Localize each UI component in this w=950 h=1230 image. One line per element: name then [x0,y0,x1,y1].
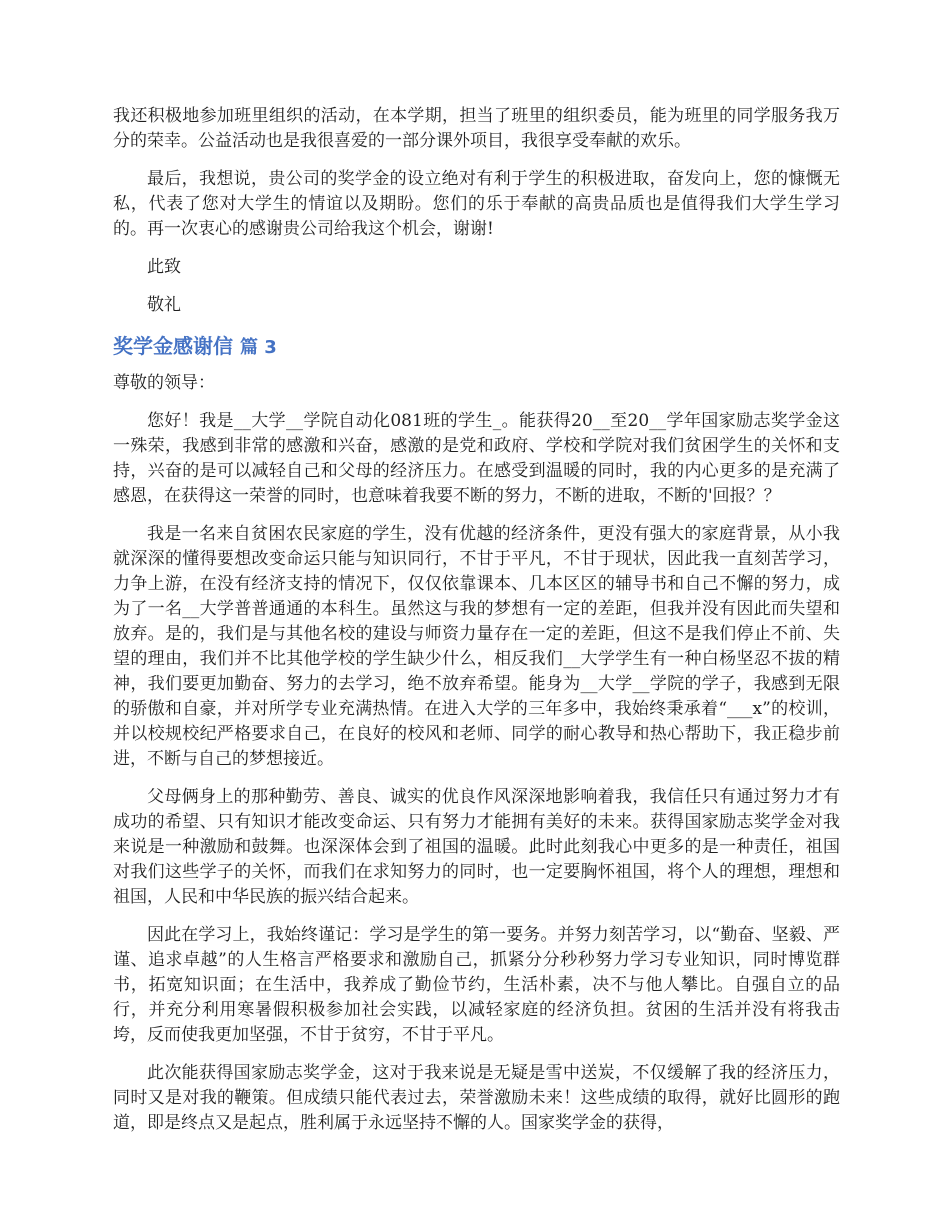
section-heading [113,331,840,363]
closing-jingli: 敬礼 [147,295,181,315]
body-paragraph: 我是一名来自贫困农民家庭的学生，没有优越的经济条件，更没有强大的家庭背景，从小我就深深的懂得要想改变命运只能与知识同行，不甘于平凡，不甘于现状，因此我一直刻苦学习，力争上游，在没有经济支持的情况下，仅仅依靠课本、几本区区的辅导书和自己不懈的努力，成为了一名__大学普普通通的本科生。虽然这与我的梦想有一定的差距，但我并没有因此而失望和放弃。是的，我们是与其他名校的建设与师资力量存在一定的差距，但这不是我们停止不前、失望的理由，我们并不比其他学校的学生缺少什么，相反我们__大学学生有一种白杨坚忍不拔的精神，我们要更加勤奋、努力的去学习，绝不放弃希望。能身为__大学__学院的学子，我感到无限的骄傲和自豪，并对所学专业充满热情。在进入大学的三年多中，我始终秉承着“___x”的校训，并以校规校纪严格要求自己，在良好的校风和老师、同学的耐心教导和热心帮助下，我正稳步前进，不断与自己的梦想接近。 [113,524,840,769]
section-number: 篇 3 [239,337,277,358]
salutation: 尊敬的领导： [113,373,215,393]
body-paragraph: 此次能获得国家励志奖学金，这对于我来说是无疑是雪中送炭，不仅缓解了我的经济压力，同时又是对我的鞭策。但成绩只能代表过去，荣誉激励未来！这些成绩的取得，就好比圆形的跑道，即是终点又是起点，胜利属于永远坚持不懈的人。国家奖学金的获得， [113,1063,840,1133]
paragraph-final-thanks: 最后，我想说，贵公司的奖学金的设立绝对有利于学生的积极进取，奋发向上，您的慷慨无私，代表了您对大学生的情谊以及期盼。您们的乐于奉献的高贵品质也是值得我们大学生学习的。再一次衷心的感谢贵公司给我这个机会，谢谢! [113,169,840,239]
body-paragraph: 父母俩身上的那种勤劳、善良、诚实的优良作风深深地影响着我，我信任只有通过努力才有成功的希望、只有知识才能改变命运、只有努力才能拥有美好的未来。获得国家励志奖学金对我来说是一种激励和鼓舞。也深深体会到了祖国的温暖。此时此刻我心中更多的是一种责任，祖国对我们这些学子的关怀，而我们在求知努力的同时，也一定要胸怀祖国，将个人的理想，理想和祖国，人民和中华民族的振兴结合起来。 [113,787,840,907]
document-page [113,104,840,1149]
section-title: 奖学金感谢信 [113,334,233,358]
closing-cizhi: 此致 [147,257,181,277]
paragraph-activities: 我还积极地参加班里组织的活动，在本学期，担当了班里的组织委员，能为班里的同学服务我万分的荣幸。公益活动也是我很喜爱的一部分课外项目，我很享受奉献的欢乐。 [113,106,840,151]
body-paragraph: 因此在学习上，我始终谨记：学习是学生的第一要务。并努力刻苦学习，以“勤奋、坚毅、严谨、追求卓越”的人生格言严格要求和激励自己，抓紧分分秒秒努力学习专业知识，同时博览群书，拓宽知识面；在生活中，我养成了勤俭节约，生活朴素，决不与他人攀比。自强自立的品行，并充分利用寒暑假积极参加社会实践，以减轻家庭的经济负担。贫困的生活并没有将我击垮，反而使我更加坚强，不甘于贫穷，不甘于平凡。 [113,925,840,1045]
body-paragraph: 您好！我是__大学__学院自动化081班的学生_。能获得20__至20__学年国家励志奖学金这一殊荣，我感到非常的感激和兴奋，感激的是党和政府、学校和学院对我们贫困学生的关怀和支持，兴奋的是可以减轻自己和父母的经济压力。在感受到温暖的同时，我的内心更多的是充满了感恩，在获得这一荣誉的同时，也意味着我要不断的努力，不断的进取，不断的'回报？？ [113,411,840,506]
